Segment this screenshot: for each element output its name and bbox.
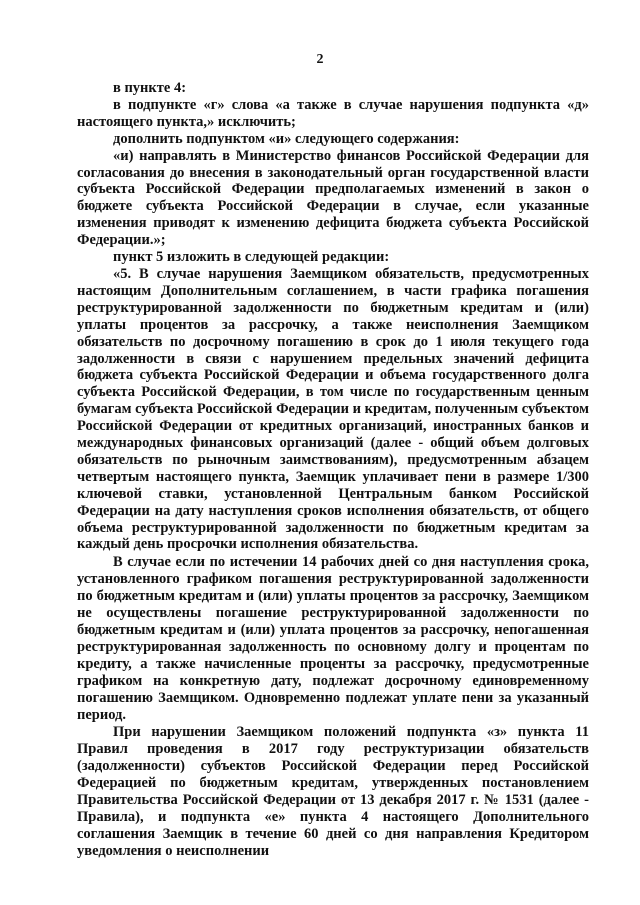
paragraph-subitem-i-text: «и) направлять в Министерство финансов Российской Федерации для согласования до внесения в законодательный орган государственной власти субъекта Российской Федерации предполагаемых изменений в закон о бюджете субъекта Российской Федерации в случае, если указанные изменения приводят к изменению дефицита бюджета субъекта Российской Федерации.»; [77,147,589,249]
paragraph-overdue-case: В случае если по истечении 14 рабочих дней со дня наступления срока, установленного графиком погашения реструктурированной задолженности по бюджетным кредитам и (или) уплаты процентов за рассрочку, Заемщиком не осуществлены погашение реструктурированной задолженности по бюджетным кредитам и (или) уплата процентов за рассрочку, непогашенная реструктурированная задолженность по основному долгу и процентам по кредиту, а также начисленные проценты за рассрочку, предусмотренные графиком на конкретную дату, подлежат досрочному единовременному погашению Заемщиком. Одновременно подлежат уплате пени за указанный период. [77,554,589,723]
paragraph-item-5-header: пункт 5 изложить в следующей редакции: [113,249,390,266]
paragraph-rules-violation: При нарушении Заемщиком положений подпункта «з» пункта 11 Правил проведения в 2017 году реструктуризации обязательств (задолженности) субъектов Российской Федерации перед Российской Федерацией по бюджетным кредитам, утвержденных постановлением Правительства Российской Федерации от 13 декабря 2017 г. № 1531 (далее - Правила), и подпункта «е» пункта 4 настоящего Дополнительного соглашения Заемщик в течение 60 дней со дня направления Кредитором уведомления о неисполнении [77,724,589,859]
paragraph-subitem-g-amendment: в подпункте «г» слова «а также в случае нарушения подпункта «д» настоящего пункта,» исключить; [77,96,589,130]
paragraph-item-4-header: в пункте 4: [113,80,187,96]
page-number: 2 [316,52,324,67]
paragraph-add-subitem-i: дополнить подпунктом «и» следующего содержания: [113,130,460,147]
paragraph-item-5-text: «5. В случае нарушения Заемщиком обязательств, предусмотренных настоящим Дополнительным соглашением, в части графика погашения реструктурированной задолженности по бюджетным кредитам и (или) уплаты процентов за рассрочку, а также неисполнения Заемщиком обязательств по досрочному погашению в срок до 1 июля текущего года задолженности в связи с нарушением предельных значений дефицита бюджета субъекта Российской Федерации и объема государственного долга субъекта Российской Федерации, в том числе по государственным ценным бумагам субъекта Российской Федерации и кредитам, полученным субъектом Российской Федерации от кредитных организаций, иностранных банков и международных финансовых организаций (далее - общий объем долговых обязательств по рыночным заимствованиям), предусмотренным абзацем четвертым настоящего пункта, Заемщик уплачивает пени в размере 1/300 ключевой ставки, установленной Центральным банком Российской Федерации на дату наступления сроков исполнения обязательств, от общего объема реструктурированной задолженности по бюджетным кредитам за каждый день просрочки исполнения обязательства. [77,265,589,553]
document-body [77,80,589,860]
